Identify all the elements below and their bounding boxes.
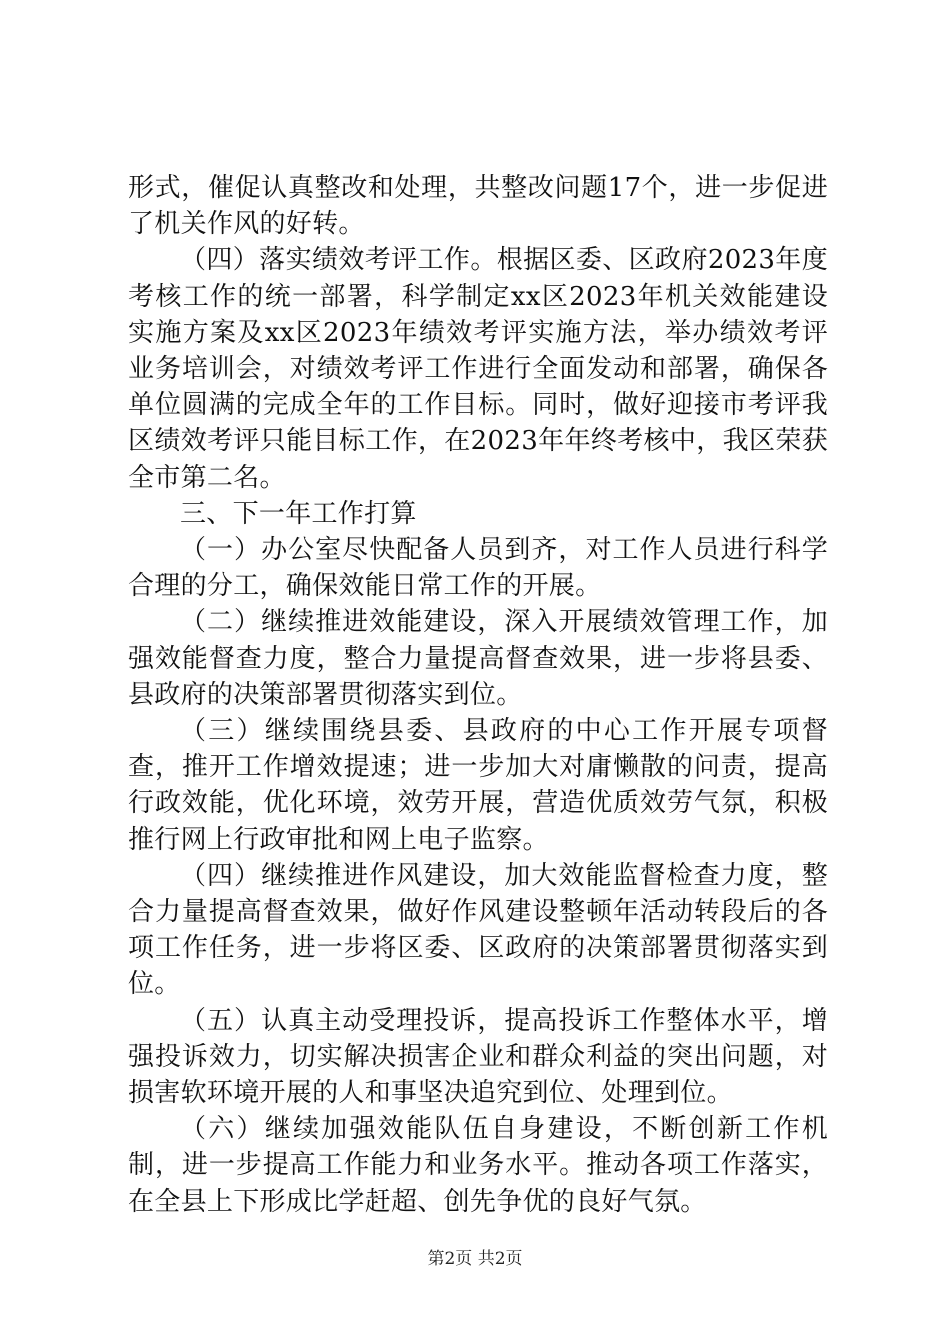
paragraph-continuation: 形式，催促认真整改和处理，共整改问题17个，进一步促进了机关作风的好转。 xyxy=(128,173,828,240)
page-number-footer: 第2页 共2页 xyxy=(427,1249,523,1269)
document-body xyxy=(128,170,828,1220)
section-heading-next-year-plan: 三、下一年工作打算 xyxy=(180,498,417,529)
paragraph-plan-item-3: （三）继续围绕县委、县政府的中心工作开展专项督查，推开工作增效提速；进一步加大对庸懒散的问责，提高行政效能，优化环境，效劳开展，营造优质效劳气氛，积极推行网上行政审批和网上电子监察。 xyxy=(128,716,828,855)
paragraph-plan-item-6: （六）继续加强效能队伍自身建设，不断创新工作机制，进一步提高工作能力和业务水平。推动各项工作落实，在全县上下形成比学赶超、创先争优的良好气氛。 xyxy=(128,1114,828,1217)
paragraph-plan-item-1: （一）办公室尽快配备人员到齐，对工作人员进行科学合理的分工，确保效能日常工作的开展。 xyxy=(128,535,828,602)
paragraph-plan-item-2: （二）继续推进效能建设，深入开展绩效管理工作，加强效能督查力度，整合力量提高督查效果，进一步将县委、县政府的决策部署贯彻落实到位。 xyxy=(128,607,828,710)
paragraph-plan-item-5: （五）认真主动受理投诉，提高投诉工作整体水平，增强投诉效力，切实解决损害企业和群众利益的突出问题，对损害软环境开展的人和事坚决追究到位、处理到位。 xyxy=(128,1005,828,1109)
paragraph-plan-item-4: （四）继续推进作风建设，加大效能监督检查力度，整合力量提高督查效果，做好作风建设整顿年活动转段后的各项工作任务，进一步将区委、区政府的决策部署贯彻落实到位。 xyxy=(128,860,828,1000)
paragraph-performance-evaluation: （四）落实绩效考评工作。根据区委、区政府2023年度考核工作的统一部署，科学制定xx区2023年机关效能建设实施方案及xx区2023年绩效考评实施方法，举办绩效考评业务培训会，对绩效考评工作进行全面发动和部署，确保各单位圆满的完成全年的工作目标。同时，做好迎接市考评我区绩效考评只能目标工作，在2023年年终考核中，我区荣获全市第二名。 xyxy=(128,245,828,493)
